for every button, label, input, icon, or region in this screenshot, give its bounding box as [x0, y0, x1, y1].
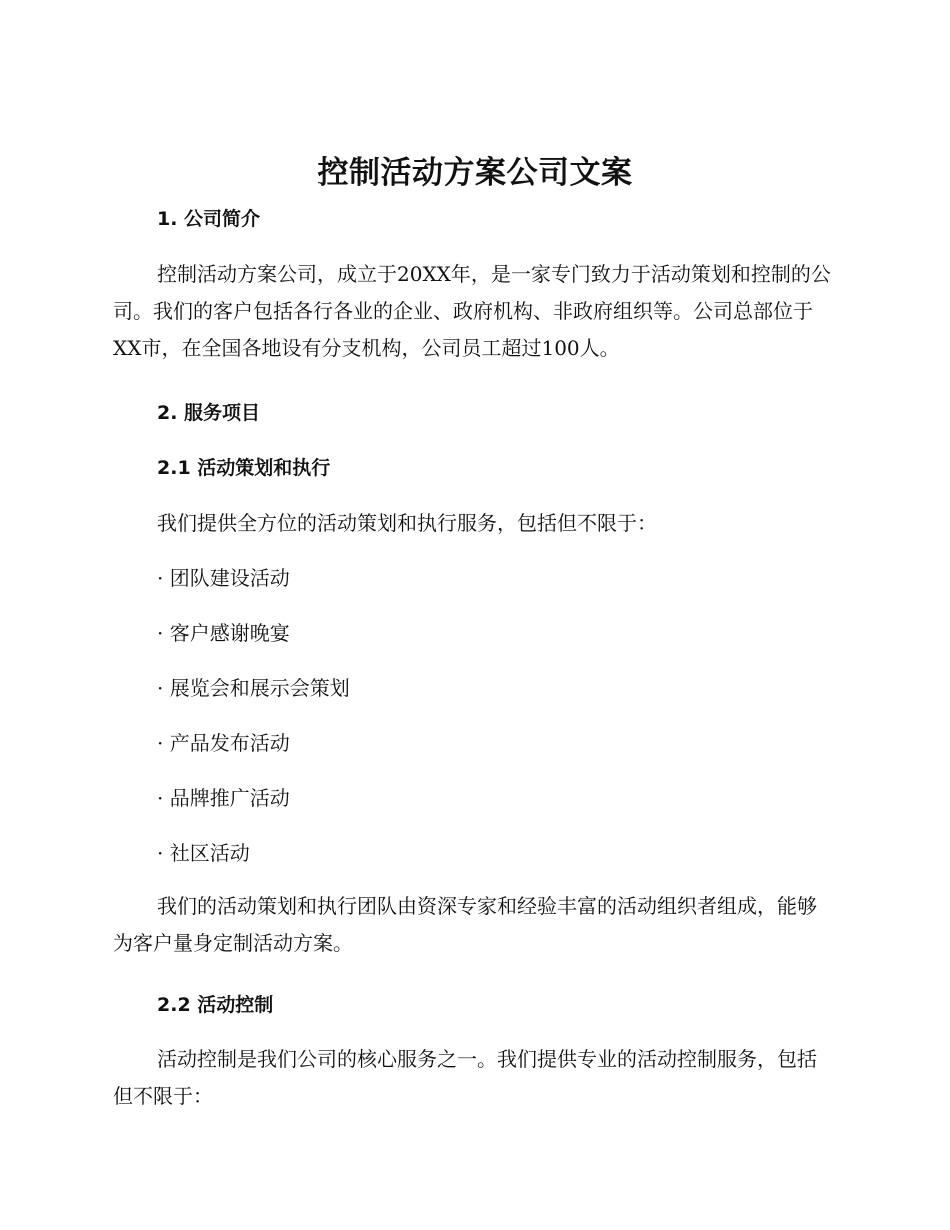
list-item-exhibition: · 展览会和展示会策划 [157, 676, 350, 700]
section-2-2-heading: 2.2 活动控制 [157, 994, 274, 1016]
section-2-1-paragraph: 我们的活动策划和执行团队由资深专家和经验丰富的活动组织者组成，能够为客户量身定制活动方案。 [113, 894, 817, 955]
list-item-community: · 社区活动 [157, 841, 250, 865]
list-item-client-dinner: · 客户感谢晚宴 [157, 621, 290, 645]
list-item-product-launch: · 产品发布活动 [157, 731, 290, 755]
document-title: 控制活动方案公司文案 [317, 155, 633, 191]
section-1-paragraph: 控制活动方案公司，成立于20XX年，是一家专门致力于活动策划和控制的公司。我们的客户包括各行各业的企业、政府机构、非政府组织等。公司总部位于XX市，在全国各地设有分支机构，公司员工超过100人。 [113, 262, 831, 360]
section-2-2-paragraph: 活动控制是我们公司的核心服务之一。我们提供专业的活动控制服务，包括但不限于： [113, 1047, 817, 1108]
section-1-heading: 1. 公司简介 [157, 208, 261, 230]
section-2-1-heading: 2.1 活动策划和执行 [157, 457, 331, 479]
list-item-brand-promotion: · 品牌推广活动 [157, 786, 290, 810]
section-2-heading: 2. 服务项目 [157, 402, 261, 424]
section-2-1-intro: 我们提供全方位的活动策划和执行服务，包括但不限于： [157, 511, 657, 535]
list-item-team-building: · 团队建设活动 [157, 566, 290, 590]
